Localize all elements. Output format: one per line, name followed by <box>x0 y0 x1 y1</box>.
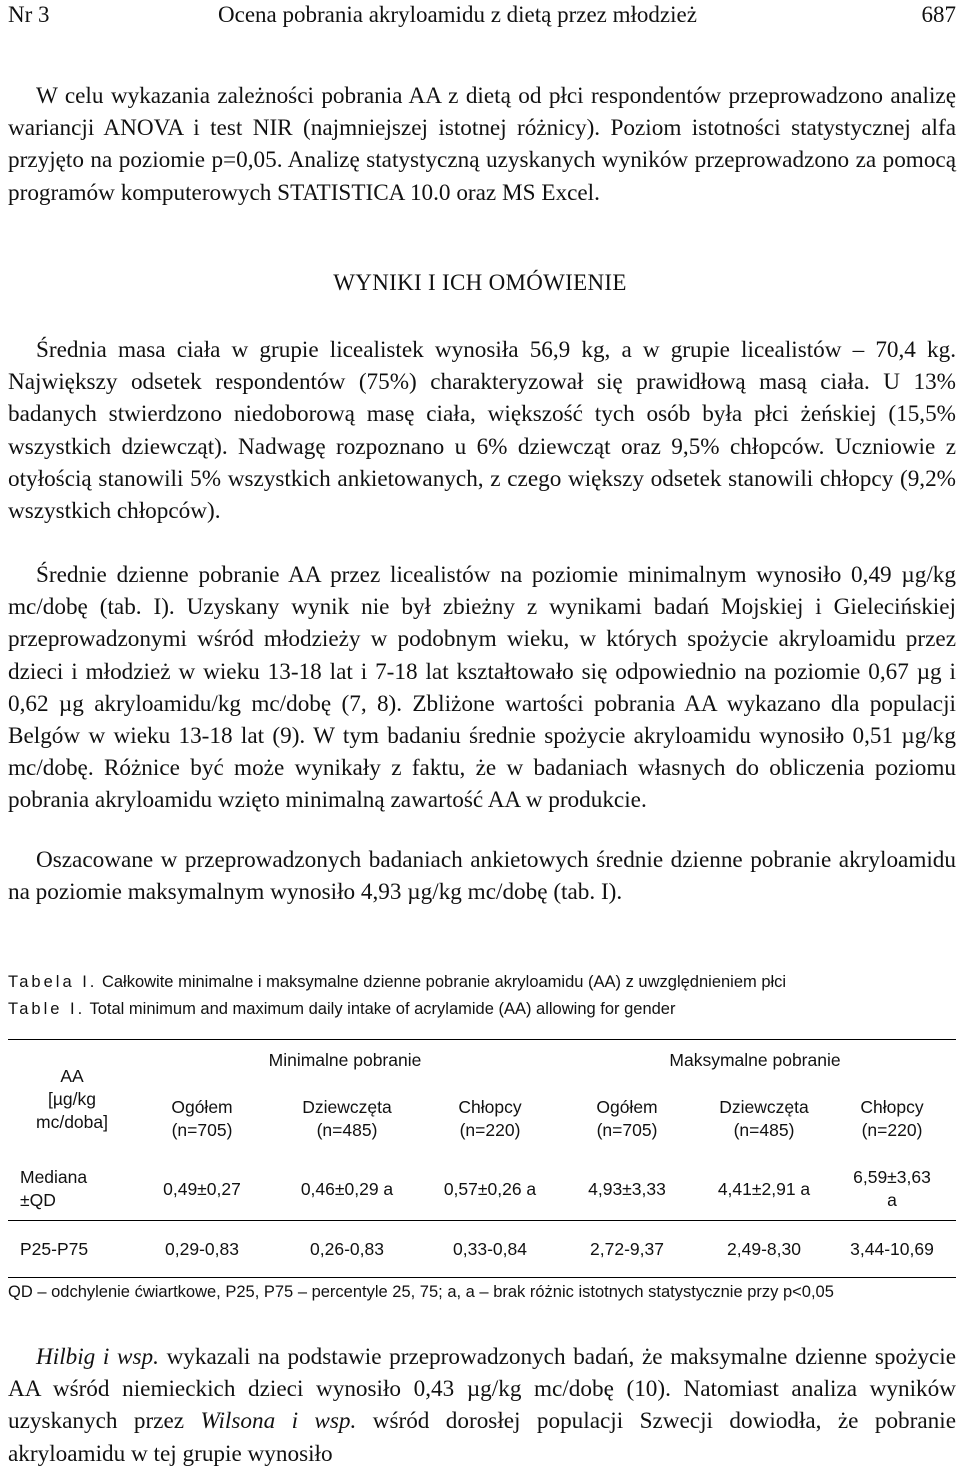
table-header-row-groups <box>8 1040 956 1081</box>
table-cell: 0,46±0,29 a <box>300 1178 394 1199</box>
column-header: Dziewczęta (n=485) <box>719 1097 809 1140</box>
column-header: Dziewczęta (n=485) <box>302 1097 392 1140</box>
table-cell: 0,26-0,83 <box>268 1221 426 1278</box>
issue-number: Nr 3 <box>8 2 50 27</box>
table-caption-en <box>8 1000 675 1019</box>
column-header: Ogółem (n=705) <box>171 1097 233 1140</box>
table-header-row-columns <box>8 1080 956 1158</box>
paragraph-min-intake: Średnie dzienne pobranie AA przez licealistów na poziomie minimalnym wynosiło 0,49 µg/kg mc/dobę (tab. I). Uzyskany wynik nie był zbieżny z wynikami badań Mojskiej i Gielecińskiej przeprowadzonymi wśród młodzieży w podobnym wieku, w których spożycie akryloamidu przez dzieci i młodzież w wieku 13-18 lat i 7-18 lat kształtowało się odpowiednio na poziomie 0,67 µg i 0,62 µg akryloamidu/kg mc/dobę (7, 8). Zbliżone wartości pobrania AA wykazano dla populacji Belgów w wieku 13-18 lat (9). W tym badaniu średnie spożycie akryloamidu wynosiło 0,51 µg/kg mc/dobę. Różnice być może wynikały z faktu, że w badaniach własnych do obliczenia poziomu pobrania akryloamidu wzięto minimalną zawartość AA w produkcie. <box>8 562 956 814</box>
table-cell: 3,44-10,69 <box>828 1221 956 1278</box>
row-label: P25-P75 <box>8 1221 136 1278</box>
table-cell: 2,72-9,37 <box>554 1221 700 1278</box>
section-heading: WYNIKI I ICH OMÓWIENIE <box>333 270 627 295</box>
paragraph-max-intake: Oszacowane w przeprowadzonych badaniach ankietowych średnie dzienne pobranie akryloamidu na poziomie maksymalnym wynosiło 4,93 µg/kg mc/dobę (tab. I). <box>8 847 956 906</box>
paragraph-body-mass: Średnia masa ciała w grupie licealistek wynosiła 56,9 kg, a w grupie licealistów – 70,4 kg. Największy odsetek respondentów (75%) charakteryzował się prawidłową masą ciała. U 13% badanych stwierdzono niedoborową masę ciała, większość tych osób była płci żeńskiej (15,5% wszystkich dziewcząt). Nadwagę rozpoznano u 6% dziewcząt oraz 9,5% chłopców. Uczniowie z otyłością stanowili 5% wszystkich ankietowanych, z czego większy odsetek stanowili chłopcy (9,2% wszystkich chłopców). <box>8 337 956 525</box>
column-header: Ogółem (n=705) <box>596 1097 658 1140</box>
table-title-pl: Całkowite minimalne i maksymalne dzienne pobranie akryloamidu (AA) z uwzględnieniem płci <box>97 973 787 991</box>
table-cell: 4,41±2,91 a <box>717 1178 811 1199</box>
paragraph-literature: Hilbig i wsp. wykazali na podstawie przeprowadzonych badań, że maksymalne dzienne spożycie AA wśród niemieckich dzieci wynosiło 0,43 µg/kg mc/dobę (10). Natomiast analiza wyników uzyskanych przez Wilsona i wsp. wśród dorosłej populacji Szwecji dowiodła, że pobranie akryloamidu w tej grupie wynosiło <box>8 1344 956 1467</box>
row-label: Mediana ±QD <box>20 1167 88 1210</box>
table-cell: 0,57±0,26 a <box>443 1178 537 1199</box>
table-corner-cell: AA [µg/kg mc/doba] <box>8 1040 136 1159</box>
paragraph-methods: W celu wykazania zależności pobrania AA z dietą od płci respondentów przeprowadzono analizę wariancji ANOVA i test NIR (najmniejszej istotnej różnicy). Poziom istotności statystycznej alfa przyjęto na poziomie p=0,05. Analizę statystyczną uzyskanych wyników przeprowadzono za pomocą programów komputerowych STATISTICA 10.0 oraz MS Excel. <box>8 83 956 206</box>
table-cell: 0,49±0,27 <box>163 1178 241 1199</box>
table-cell: 0,33-0,84 <box>426 1221 554 1278</box>
column-header: Chłopcy (n=220) <box>458 1097 522 1140</box>
intake-table <box>8 1039 956 1278</box>
table-cell: 2,49-8,30 <box>700 1221 828 1278</box>
table-label-en: Table I. <box>8 1000 86 1018</box>
table-footnote: QD – odchylenie ćwiartkowe, P25, P75 – percentyle 25, 75; a, a – brak różnic istotnych statystycznie przy p<0,05 <box>8 1283 834 1301</box>
table-row-median <box>8 1158 956 1221</box>
page-number: 687 <box>921 2 956 27</box>
table-title-en: Total minimum and maximum daily intake of acrylamide (AA) allowing for gender <box>85 1000 676 1018</box>
running-title: Ocena pobrania akryloamidu z dietą przez młodzież <box>218 2 697 27</box>
table-label-pl: Tabela I. <box>8 973 98 991</box>
group-header-min: Minimalne pobranie <box>136 1040 554 1081</box>
author-wilson: Wilsona i wsp. <box>200 1408 357 1435</box>
author-hilbig: Hilbig i wsp. <box>36 1344 159 1370</box>
table-cell: 6,59±3,63 a <box>853 1167 931 1210</box>
running-header <box>8 2 956 36</box>
column-header: Chłopcy (n=220) <box>860 1097 924 1140</box>
table-cell: 0,29-0,83 <box>136 1221 268 1278</box>
table-row-percentiles <box>8 1221 956 1278</box>
table-cell: 4,93±3,33 <box>588 1178 666 1199</box>
group-header-max: Maksymalne pobranie <box>554 1040 956 1081</box>
table-caption-pl <box>8 973 786 992</box>
